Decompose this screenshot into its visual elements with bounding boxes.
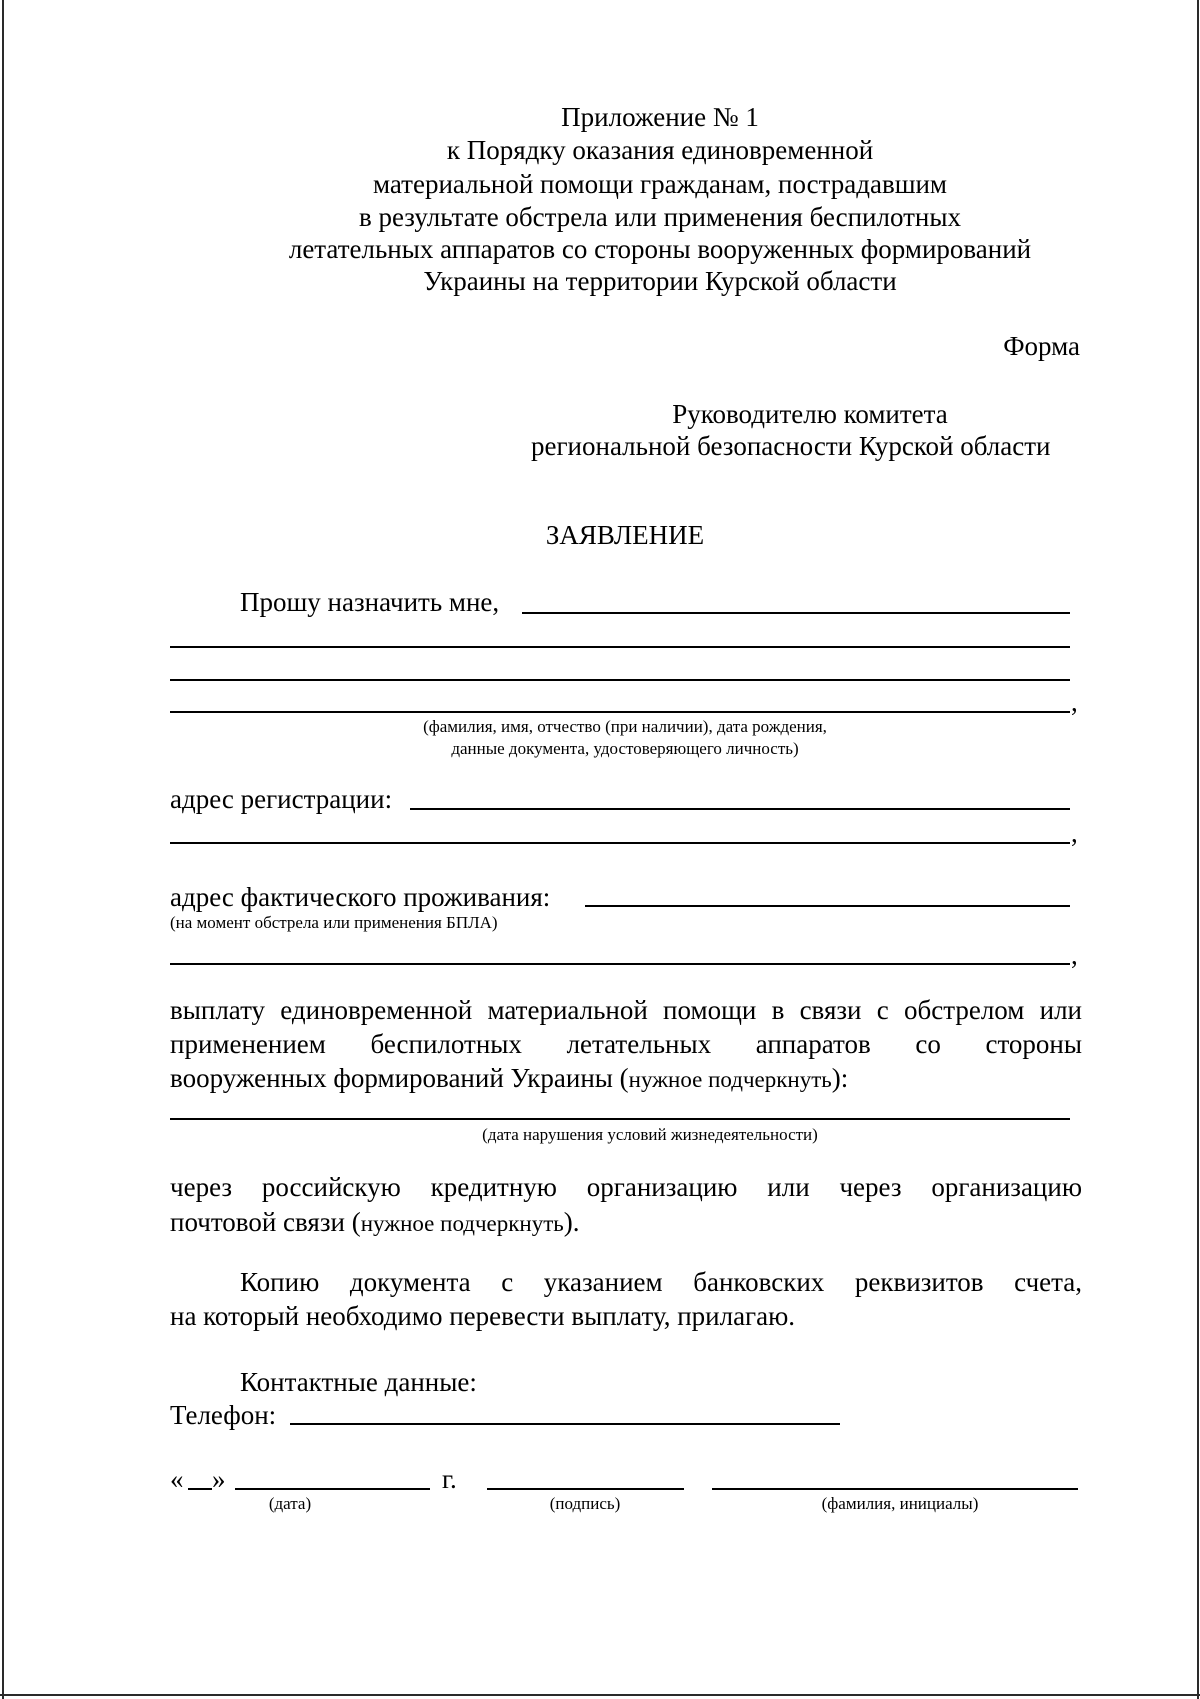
request-name-field-1[interactable] [522,612,1070,614]
appendix-line-4: в результате обстрела или применения беспилотных [359,202,961,232]
delivery-underline-hint: нужное подчеркнуть [360,1211,564,1236]
day-field[interactable] [188,1488,212,1490]
actual-address-hint: (на момент обстрела или применения БПЛА) [170,913,498,932]
appendix-line-5: летательных аппаратов со стороны вооруженных формирований [288,234,1032,264]
full-name-field[interactable] [712,1488,1078,1490]
scan-border-right [1197,0,1199,1699]
appendix-line-1: Приложение № 1 [561,102,759,132]
registration-field-2[interactable] [170,842,1070,844]
signature-hint: (подпись) [549,1494,621,1513]
delivery-line-2-main: почтовой связи ( [170,1207,361,1237]
copy-note-line-2: на который необходимо перевести выплату, прилагаю. [170,1301,796,1331]
signature-field[interactable] [487,1488,684,1490]
scan-border-left [2,0,4,1699]
appendix-line-2: к Порядку оказания единовременной [446,135,874,165]
payment-line-3-end: ): [831,1063,849,1093]
request-name-field-2[interactable] [170,646,1070,648]
copy-note-line-1: Копию документа с указанием банковских реквизитов счета, [240,1267,1082,1297]
full-name-hint: (фамилия, инициалы) [821,1494,979,1513]
payment-line-3 [170,1061,848,1097]
delivery-line-2-end: ). [563,1207,580,1237]
addressee-line-2: региональной безопасности Курской области [531,431,1051,461]
registration-comma: , [1071,818,1078,848]
date-hint: (дата) [268,1494,312,1513]
delivery-line-1: через российскую кредитную организацию или через организацию [170,1172,1082,1202]
year-suffix: г. [442,1464,457,1494]
actual-address-label: адрес фактического проживания: [170,882,551,912]
addressee-line-1: Руководителю комитета [672,399,948,429]
month-field[interactable] [235,1488,430,1490]
payment-line-1: выплату единовременной материальной помощи в связи с обстрелом или [170,995,1082,1025]
date-quote-close: » [212,1464,226,1494]
delivery-line-2 [170,1205,580,1241]
actual-address-comma: , [1071,940,1078,970]
actual-address-field-1[interactable] [585,905,1070,907]
phone-label: Телефон: [170,1400,277,1430]
contacts-heading: Контактные данные: [240,1367,477,1397]
request-comma: , [1071,687,1078,717]
registration-label: адрес регистрации: [170,784,393,814]
request-hint-2: данные документа, удостоверяющего личность) [451,739,799,758]
violation-date-field[interactable] [170,1118,1070,1120]
actual-address-field-2[interactable] [170,963,1070,965]
form-label: Форма [1003,331,1080,361]
appendix-line-6: Украины на территории Курской области [423,266,897,296]
phone-field[interactable] [290,1423,840,1425]
request-hint-1: (фамилия, имя, отчество (при наличии), дата рождения, [423,717,827,736]
appendix-line-3: материальной помощи гражданам, пострадавшим [372,169,948,199]
request-name-field-4[interactable] [170,711,1070,713]
document-title: ЗАЯВЛЕНИЕ [545,520,705,550]
payment-line-2: применением беспилотных летательных аппаратов со стороны [170,1029,1082,1059]
scan-border-bottom [0,1694,1200,1696]
payment-underline-hint: нужное подчеркнуть [628,1067,832,1092]
date-quote-open: « [170,1464,184,1494]
request-name-field-3[interactable] [170,679,1070,681]
registration-field-1[interactable] [410,808,1070,810]
request-intro: Прошу назначить мне, [240,587,500,617]
violation-date-hint: (дата нарушения условий жизнедеятельности) [482,1125,818,1144]
payment-line-3-main: вооруженных формирований Украины ( [170,1063,629,1093]
